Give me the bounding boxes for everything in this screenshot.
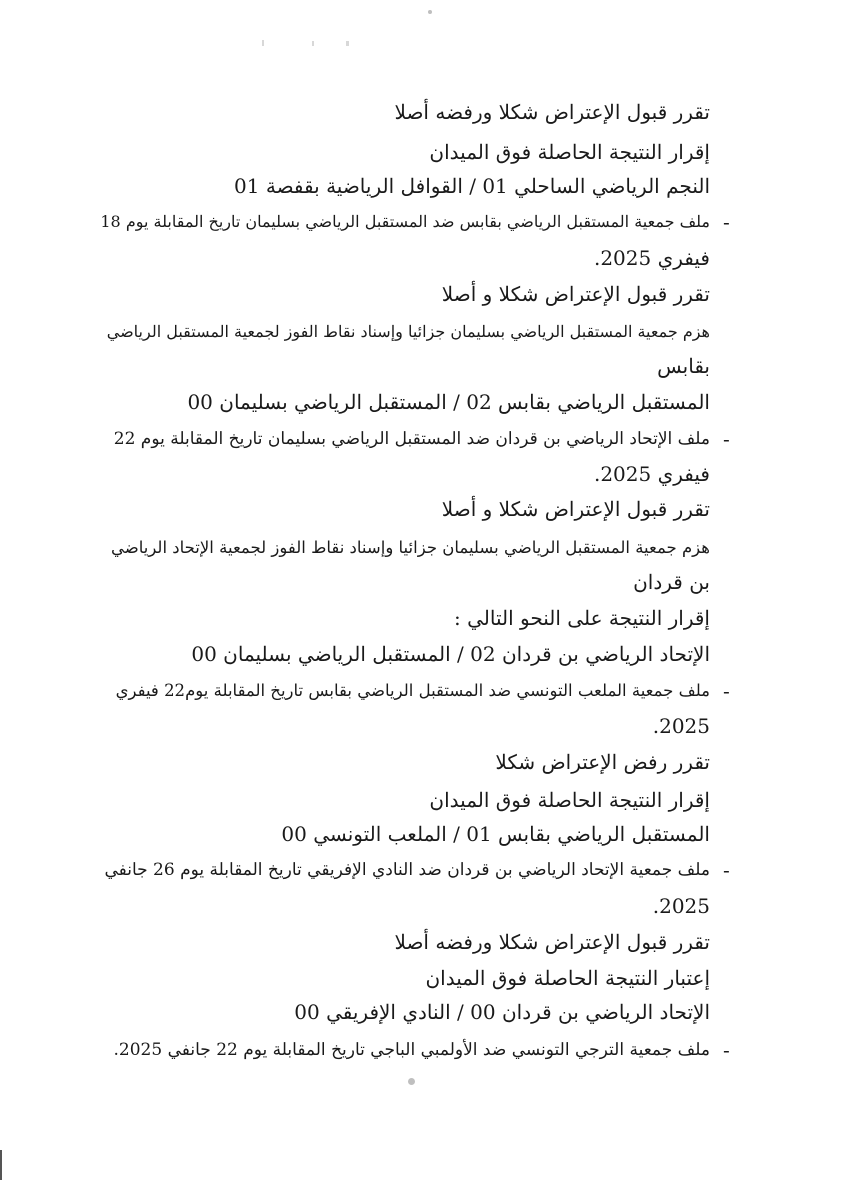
text-line: النجم الرياضي الساحلي 01 / القوافل الرياضية بقفصة 01 xyxy=(234,174,710,198)
text-line: الإتحاد الرياضي بن قردان 00 / النادي الإفريقي 00 xyxy=(294,1000,710,1024)
list-bullet: - xyxy=(723,1038,730,1062)
scan-edge xyxy=(0,1150,2,1180)
text-line: الإتحاد الرياضي بن قردان 02 / المستقبل الرياضي بسليمان 00 xyxy=(191,642,710,666)
scan-speck xyxy=(262,40,264,46)
text-line: إقرار النتيجة الحاصلة فوق الميدان xyxy=(429,788,710,812)
text-line: إقرار النتيجة الحاصلة فوق الميدان xyxy=(429,140,710,164)
text-line: تقرر قبول الإعتراض شكلا ورفضه أصلا xyxy=(394,100,710,124)
text-line: بن قردان xyxy=(633,570,710,594)
text-line: ملف جمعية المستقبل الرياضي بقابس ضد المستقبل الرياضي بسليمان تاريخ المقابلة يوم 18 xyxy=(100,212,710,231)
text-line: ملف جمعية الإتحاد الرياضي بن قردان ضد النادي الإفريقي تاريخ المقابلة يوم 26 جانفي xyxy=(104,860,710,880)
text-line: إعتبار النتيجة الحاصلة فوق الميدان xyxy=(425,966,710,990)
text-line: هزم جمعية المستقبل الرياضي بسليمان جزائيا وإسناد نقاط الفوز لجمعية المستقبل الرياضي xyxy=(106,322,710,341)
text-line: فيفري 2025. xyxy=(593,462,710,486)
text-line: ملف جمعية الملعب التونسي ضد المستقبل الرياضي بقابس تاريخ المقابلة يوم22 فيفري xyxy=(115,681,710,700)
scan-speck xyxy=(428,10,432,14)
list-bullet: - xyxy=(723,679,730,703)
list-bullet: - xyxy=(723,858,730,882)
text-line: تقرر قبول الإعتراض شكلا و أصلا xyxy=(441,497,710,521)
text-line: فيفري 2025. xyxy=(593,246,710,270)
text-line: 2025. xyxy=(652,714,710,738)
text-line: المستقبل الرياضي بقابس 01 / الملعب التونسي 00 xyxy=(281,822,710,846)
text-line: 2025. xyxy=(652,894,710,918)
list-bullet: - xyxy=(723,210,730,234)
text-line: إقرار النتيجة على النحو التالي : xyxy=(454,606,710,630)
scan-speck xyxy=(346,41,349,46)
scan-speck xyxy=(408,1078,415,1085)
text-line: هزم جمعية المستقبل الرياضي بسليمان جزائيا وإسناد نقاط الفوز لجمعية الإتحاد الرياضي xyxy=(110,538,710,557)
text-line: المستقبل الرياضي بقابس 02 / المستقبل الرياضي بسليمان 00 xyxy=(187,390,710,414)
scan-speck xyxy=(312,41,314,46)
text-line: ملف جمعية الترجي التونسي ضد الأولمبي الباجي تاريخ المقابلة يوم 22 جانفي 2025. xyxy=(113,1040,710,1060)
text-line: بقابس xyxy=(657,354,710,378)
list-bullet: - xyxy=(723,427,730,451)
text-line: تقرر رفض الإعتراض شكلا xyxy=(495,750,710,774)
text-line: تقرر قبول الإعتراض شكلا و أصلا xyxy=(441,282,710,306)
text-line: تقرر قبول الإعتراض شكلا ورفضه أصلا xyxy=(394,930,710,954)
text-line: ملف الإتحاد الرياضي بن قردان ضد المستقبل الرياضي بسليمان تاريخ المقابلة يوم 22 xyxy=(113,429,710,449)
